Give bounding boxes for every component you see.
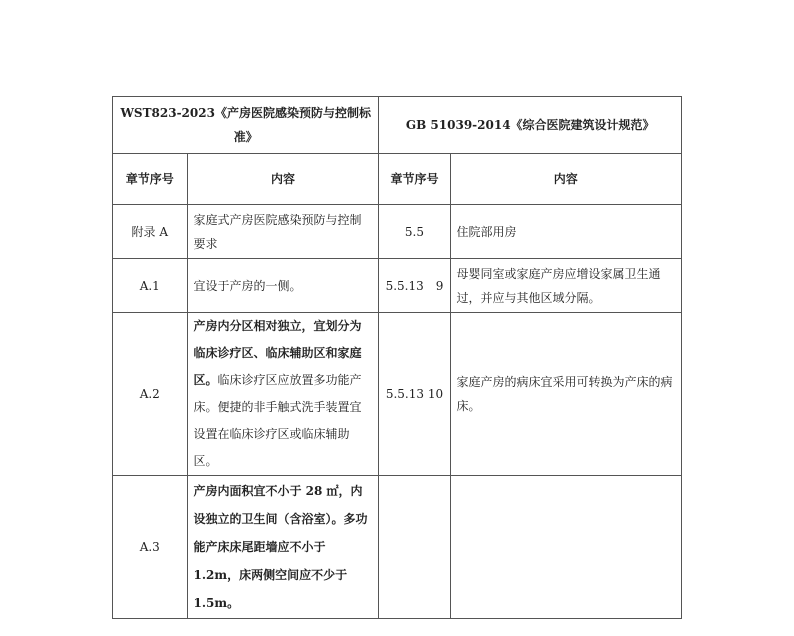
- left-content: [187, 259, 379, 313]
- left-content: [187, 313, 379, 476]
- left-section-header: 章节序号: [113, 154, 188, 205]
- left-content-header: 内容: [187, 154, 379, 205]
- header-row: [113, 97, 682, 154]
- right-section-header: 章节序号: [379, 154, 450, 205]
- left-content-text: 临床诊疗区应放置多功能产床。便捷的非手触式洗手装置宜设置在临床诊疗区或临床辅助区。: [193, 373, 362, 468]
- left-section-no: A.3: [113, 476, 188, 619]
- table-row: [113, 259, 682, 313]
- table-row: [113, 313, 682, 476]
- left-section-no: A.2: [113, 313, 188, 476]
- column-header-row: [113, 154, 682, 205]
- left-content-bold: 产房内面积宜不小于 28 ㎡，内设独立的卫生间（含浴室）。多功能产床床尾距墙应不小于 1.2m，床两侧空间应不少于 1.5m。: [193, 484, 368, 610]
- right-content: 母婴同室或家庭产房应增设家属卫生通过，并应与其他区域分隔。: [450, 259, 681, 313]
- right-content: [450, 476, 681, 619]
- right-section-no: 5.5: [379, 205, 450, 259]
- left-standard-title: WST823-2023《产房医院感染预防与控制标准》: [113, 97, 379, 154]
- left-content: [187, 205, 379, 259]
- comparison-table: [112, 96, 682, 619]
- left-section-no: A.1: [113, 259, 188, 313]
- right-content: 住院部用房: [450, 205, 681, 259]
- right-section-no: 5.5.13 10: [379, 313, 450, 476]
- right-section-no: [379, 476, 450, 619]
- table-row: [113, 476, 682, 619]
- left-content-bold: 产房内分区相对独立，宜划分为临床诊疗区、临床辅助区和家庭区。: [193, 319, 362, 387]
- right-content: 家庭产房的病床宜采用可转换为产床的病床。: [450, 313, 681, 476]
- left-content: [187, 476, 379, 619]
- right-content-header: 内容: [450, 154, 681, 205]
- right-standard-title: GB 51039-2014《综合医院建筑设计规范》: [379, 97, 682, 154]
- table-row: [113, 205, 682, 259]
- left-section-no: 附录 A: [113, 205, 188, 259]
- right-section-no: 5.5.13 9: [379, 259, 450, 313]
- left-content-text: 家庭式产房医院感染预防与控制要求: [193, 212, 362, 251]
- left-content-text: 宜设于产房的一侧。: [193, 278, 302, 293]
